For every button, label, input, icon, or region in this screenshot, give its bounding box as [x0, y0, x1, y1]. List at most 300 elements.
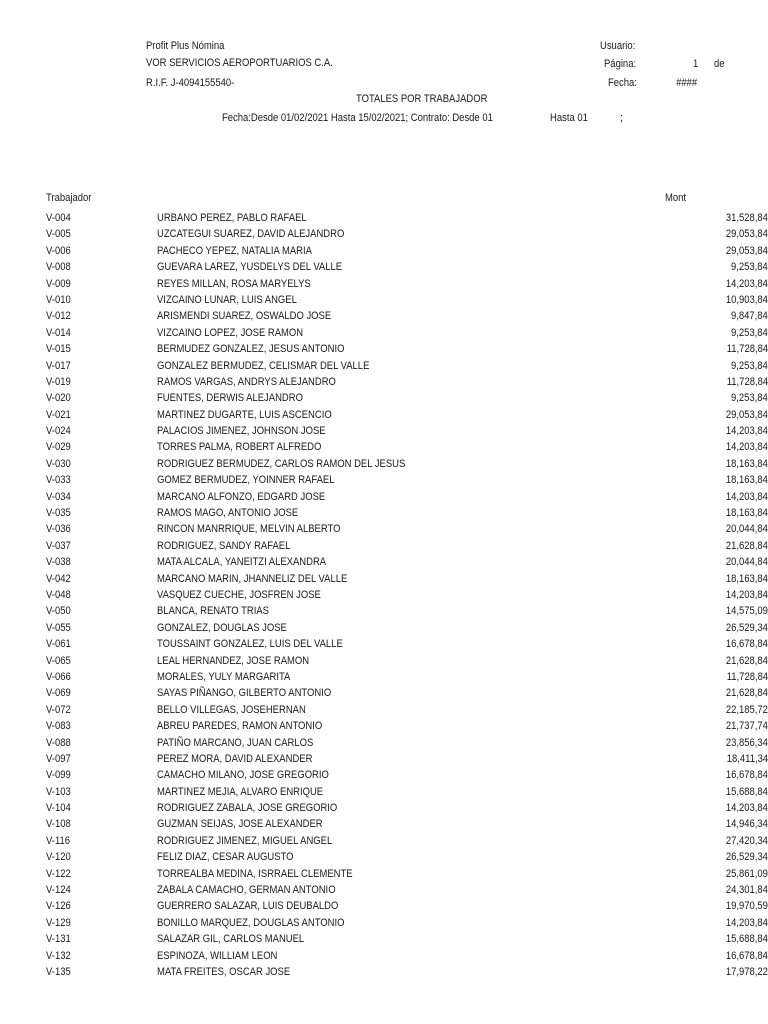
table-row: [0, 917, 768, 933]
worker-amount: [658, 605, 768, 617]
worker-amount: [658, 523, 768, 535]
worker-code: [46, 966, 75, 978]
worker-name: [157, 737, 339, 749]
fecha-value-text: ####: [676, 77, 698, 89]
worker-code-text: V-135: [46, 965, 71, 978]
worker-name: [157, 769, 357, 781]
worker-amount: [658, 851, 768, 863]
worker-name-text: MORALES, YULY MARGARITA: [157, 670, 291, 683]
worker-amount: [658, 966, 768, 978]
worker-code: [46, 851, 75, 863]
worker-amount: [658, 786, 768, 798]
worker-amount-text: 15,688,84: [725, 785, 768, 798]
worker-code: [46, 212, 75, 224]
worker-name: [157, 605, 287, 617]
filter-line: [222, 111, 537, 125]
worker-amount: [658, 950, 768, 962]
app-name-text: Profit Plus Nómina: [146, 40, 225, 52]
worker-code: [46, 294, 75, 306]
report-title: [356, 92, 509, 106]
worker-name-text: ESPINOZA, WILLIAM LEON: [157, 949, 278, 962]
worker-code-text: V-042: [46, 572, 71, 585]
table-row: [0, 261, 768, 277]
worker-code: [46, 507, 75, 519]
worker-name: [157, 392, 327, 404]
worker-amount-text: 16,678,84: [725, 638, 768, 651]
worker-name: [157, 704, 330, 716]
worker-code-text: V-008: [46, 261, 71, 274]
worker-code: [46, 622, 75, 634]
worker-amount-text: 29,053,84: [725, 408, 768, 421]
worker-amount: [658, 900, 768, 912]
worker-amount: [658, 753, 768, 765]
worker-name-text: RODRIGUEZ, SANDY RAFAEL: [157, 539, 291, 552]
worker-amount-text: 14,203,84: [725, 916, 768, 929]
worker-name-text: MATA ALCALA, YANEITZI ALEXANDRA: [157, 556, 327, 569]
worker-amount-text: 14,203,84: [725, 277, 768, 290]
worker-amount: [658, 868, 768, 880]
worker-amount: [658, 655, 768, 667]
worker-name-text: FELIZ DIAZ, CESAR AUGUSTO: [157, 851, 294, 864]
table-row: [0, 605, 768, 621]
worker-amount: [658, 884, 768, 896]
worker-name-text: BELLO VILLEGAS, JOSEHERNAN: [157, 703, 306, 716]
worker-name-text: BLANCA, RENATO TRIAS: [157, 605, 269, 618]
worker-code-text: V-055: [46, 621, 71, 634]
worker-code: [46, 769, 75, 781]
worker-name: [157, 884, 365, 896]
worker-code: [46, 605, 75, 617]
worker-code-text: V-030: [46, 457, 71, 470]
table-row: [0, 376, 768, 392]
worker-amount: [658, 491, 768, 503]
fecha-value: [676, 76, 700, 90]
worker-amount: [658, 704, 768, 716]
app-name: [146, 39, 237, 53]
pagina-label-text: Página:: [604, 58, 637, 70]
worker-amount-text: 18,163,84: [725, 507, 768, 520]
worker-code-text: V-131: [46, 933, 71, 946]
worker-code: [46, 278, 75, 290]
worker-amount-text: 16,678,84: [725, 949, 768, 962]
table-row: [0, 950, 768, 966]
worker-name-text: FUENTES, DERWIS ALEJANDRO: [157, 392, 303, 405]
usuario-label-text: Usuario:: [600, 40, 636, 52]
table-row: [0, 458, 768, 474]
worker-name-text: MARTINEZ DUGARTE, LUIS ASCENCIO: [157, 408, 332, 421]
worker-amount: [658, 917, 768, 929]
worker-name-text: GONZALEZ BERMUDEZ, CELISMAR DEL VALLE: [157, 359, 370, 372]
worker-amount-text: 27,420,34: [725, 834, 768, 847]
worker-name: [157, 228, 375, 240]
worker-amount-text: 20,044,84: [725, 523, 768, 536]
worker-name: [157, 245, 337, 257]
worker-name: [157, 671, 312, 683]
worker-amount-text: 9,253,84: [731, 392, 768, 405]
worker-amount-text: 16,678,84: [725, 769, 768, 782]
worker-code: [46, 376, 75, 388]
worker-name: [157, 409, 360, 421]
worker-amount-text: 14,203,84: [725, 490, 768, 503]
usuario-label: [600, 39, 641, 53]
worker-amount-text: 25,861,09: [725, 867, 768, 880]
table-row: [0, 720, 768, 736]
column-header-monto: [665, 191, 689, 205]
worker-code: [46, 228, 75, 240]
worker-code-text: V-116: [46, 834, 71, 847]
worker-code: [46, 556, 75, 568]
worker-name-text: GONZALEZ, DOUGLAS JOSE: [157, 621, 287, 634]
worker-code-text: V-035: [46, 507, 71, 520]
worker-code-text: V-050: [46, 605, 71, 618]
filter-line-text: Fecha:Desde 01/02/2021 Hasta 15/02/2021; Contrato: Desde 01: [222, 112, 493, 124]
hasta-label-text: Hasta 01: [550, 112, 588, 124]
worker-name: [157, 687, 360, 699]
worker-code-text: V-033: [46, 474, 71, 487]
table-row: [0, 556, 768, 572]
table-row: [0, 818, 768, 834]
worker-code-text: V-066: [46, 670, 71, 683]
worker-name-text: GUEVARA LAREZ, YUSDELYS DEL VALLE: [157, 261, 343, 274]
table-row: [0, 327, 768, 343]
worker-amount-text: 9,253,84: [731, 261, 768, 274]
worker-code: [46, 802, 75, 814]
worker-name-text: GOMEZ BERMUDEZ, YOINNER RAFAEL: [157, 474, 335, 487]
worker-name: [157, 835, 361, 847]
worker-amount-text: 9,253,84: [731, 359, 768, 372]
table-row: [0, 491, 768, 507]
worker-name: [157, 507, 321, 519]
worker-name-text: GUERRERO SALAZAR, LUIS DEUBALDO: [157, 900, 339, 913]
table-row: [0, 212, 768, 228]
table-row: [0, 671, 768, 687]
worker-code: [46, 884, 75, 896]
worker-amount-text: 26,529,34: [725, 621, 768, 634]
worker-code-text: V-124: [46, 884, 71, 897]
worker-name-text: URBANO PEREZ, PABLO RAFAEL: [157, 212, 307, 224]
worker-amount-text: 18,163,84: [725, 572, 768, 585]
worker-name-text: MARCANO MARIN, JHANNELIZ DEL VALLE: [157, 572, 348, 585]
worker-code: [46, 737, 75, 749]
worker-name-text: CAMACHO MILANO, JOSE GREGORIO: [157, 769, 329, 782]
table-row: [0, 687, 768, 703]
worker-amount: [658, 802, 768, 814]
worker-name: [157, 753, 338, 765]
worker-name: [157, 786, 350, 798]
worker-code-text: V-029: [46, 441, 71, 454]
worker-amount-text: 14,203,84: [725, 588, 768, 601]
worker-code: [46, 474, 75, 486]
de-label: [714, 57, 726, 71]
worker-amount-text: 9,847,84: [731, 310, 768, 323]
worker-code-text: V-065: [46, 654, 71, 667]
worker-amount-text: 29,053,84: [725, 244, 768, 257]
table-row: [0, 474, 768, 490]
de-label-text: de: [714, 58, 725, 70]
worker-code: [46, 835, 74, 847]
worker-amount-text: 14,575,09: [725, 605, 768, 618]
worker-code-text: V-104: [46, 802, 71, 815]
worker-code-text: V-103: [46, 785, 71, 798]
worker-code-text: V-019: [46, 375, 71, 388]
table-row: [0, 786, 768, 802]
table-row: [0, 769, 768, 785]
worker-code: [46, 868, 75, 880]
worker-code: [46, 523, 75, 535]
worker-amount-text: 14,203,84: [725, 441, 768, 454]
worker-code: [46, 917, 75, 929]
worker-amount: [658, 392, 768, 404]
worker-amount: [658, 327, 768, 339]
worker-code: [46, 589, 75, 601]
worker-code-text: V-010: [46, 293, 71, 306]
table-row: [0, 310, 768, 326]
worker-amount: [658, 769, 768, 781]
table-row: [0, 933, 768, 949]
worker-name: [157, 474, 363, 486]
worker-amount: [658, 737, 768, 749]
worker-name-text: UZCATEGUI SUAREZ, DAVID ALEJANDRO: [157, 228, 345, 241]
worker-name: [157, 523, 370, 535]
worker-code-text: V-034: [46, 490, 71, 503]
worker-name: [157, 589, 348, 601]
table-row: [0, 343, 768, 359]
worker-amount-text: 21,737,74: [725, 720, 768, 733]
worker-code-text: V-122: [46, 867, 71, 880]
table-row: [0, 360, 768, 376]
worker-amount-text: 23,856,34: [725, 736, 768, 749]
worker-name: [157, 327, 327, 339]
worker-amount: [658, 310, 768, 322]
worker-amount: [658, 687, 768, 699]
worker-name: [157, 458, 446, 470]
worker-name-text: ARISMENDI SUAREZ, OSWALDO JOSE: [157, 310, 332, 323]
worker-amount: [658, 376, 768, 388]
worker-name-text: PALACIOS JIMENEZ, JOHNSON JOSE: [157, 425, 326, 438]
worker-name-text: BONILLO MARQUEZ, DOUGLAS ANTONIO: [157, 916, 345, 929]
worker-name: [157, 294, 320, 306]
table-row: [0, 900, 768, 916]
worker-amount-text: 14,203,84: [725, 425, 768, 438]
table-row: [0, 966, 768, 982]
worker-name-text: LEAL HERNANDEZ, JOSE RAMON: [157, 654, 310, 667]
worker-amount-text: 18,163,84: [725, 457, 768, 470]
table-row: [0, 425, 768, 441]
worker-amount-text: 18,163,84: [725, 474, 768, 487]
worker-amount: [658, 507, 768, 519]
table-row: [0, 753, 768, 769]
worker-amount: [658, 228, 768, 240]
worker-amount: [658, 671, 768, 683]
worker-amount: [658, 556, 768, 568]
worker-amount: [658, 343, 768, 355]
worker-amount: [658, 409, 768, 421]
worker-amount-text: 19,970,59: [725, 900, 768, 913]
worker-code: [46, 753, 75, 765]
worker-amount-text: 14,203,84: [725, 802, 768, 815]
worker-amount: [658, 360, 768, 372]
table-row: [0, 802, 768, 818]
worker-name: [157, 720, 349, 732]
worker-code-text: V-006: [46, 244, 71, 257]
worker-name-text: GUZMAN SEIJAS, JOSE ALEXANDER: [157, 818, 323, 831]
table-row: [0, 540, 768, 556]
worker-code: [46, 458, 75, 470]
worker-code-text: V-015: [46, 343, 71, 356]
filter-separator-text: ;: [620, 112, 624, 124]
worker-name: [157, 655, 334, 667]
worker-name: [157, 425, 353, 437]
worker-name: [157, 851, 316, 863]
table-row: [0, 737, 768, 753]
column-header-trabajador: [46, 191, 99, 205]
company-rif: [146, 76, 249, 90]
table-row: [0, 868, 768, 884]
worker-name-text: MARTINEZ MEJIA, ALVARO ENRIQUE: [157, 785, 324, 798]
worker-amount-text: 15,688,84: [725, 933, 768, 946]
worker-name: [157, 278, 336, 290]
table-row: [0, 523, 768, 539]
worker-name-text: MARCANO ALFONZO, EDGARD JOSE: [157, 490, 326, 503]
hasta-label: [550, 111, 594, 125]
worker-code: [46, 540, 75, 552]
worker-amount: [658, 425, 768, 437]
worker-code: [46, 409, 75, 421]
worker-code: [46, 655, 75, 667]
worker-amount-text: 11,728,84: [726, 670, 768, 683]
worker-name-text: MATA FREITES, OSCAR JOSE: [157, 965, 291, 978]
worker-amount: [658, 458, 768, 470]
worker-amount-text: 11,728,84: [726, 375, 768, 388]
company-name: [146, 56, 363, 70]
worker-code-text: V-020: [46, 392, 71, 405]
worker-amount: [658, 245, 768, 257]
worker-name: [157, 868, 384, 880]
worker-code: [46, 425, 75, 437]
worker-code: [46, 343, 75, 355]
table-row: [0, 573, 768, 589]
worker-code: [46, 950, 75, 962]
worker-name-text: RINCON MANRRIQUE, MELVIN ALBERTO: [157, 523, 341, 536]
worker-code-text: V-120: [46, 851, 71, 864]
worker-name-text: BERMUDEZ GONZALEZ, JESUS ANTONIO: [157, 343, 345, 356]
worker-amount: [658, 622, 768, 634]
table-row: [0, 638, 768, 654]
table-row: [0, 589, 768, 605]
worker-amount-text: 29,053,84: [725, 228, 768, 241]
table-row: [0, 392, 768, 408]
worker-code: [46, 310, 75, 322]
worker-name: [157, 917, 375, 929]
worker-amount-text: 21,628,84: [725, 539, 768, 552]
worker-name: [157, 802, 367, 814]
worker-code-text: V-072: [46, 703, 71, 716]
company-name-text: VOR SERVICIOS AEROPORTUARIOS C.A.: [146, 57, 333, 69]
worker-name: [157, 622, 308, 634]
worker-amount: [658, 835, 768, 847]
table-row: [0, 278, 768, 294]
worker-code-text: V-014: [46, 326, 71, 339]
worker-name-text: ABREU PAREDES, RAMON ANTONIO: [157, 720, 323, 733]
worker-amount: [658, 278, 768, 290]
worker-name-text: PATIÑO MARCANO, JUAN CARLOS: [157, 736, 314, 749]
worker-name: [157, 360, 404, 372]
worker-name: [157, 441, 348, 453]
worker-code-text: V-038: [46, 556, 71, 569]
worker-code: [46, 638, 75, 650]
worker-amount-text: 26,529,34: [725, 851, 768, 864]
worker-code: [46, 704, 75, 716]
worker-code: [46, 900, 75, 912]
worker-code-text: V-069: [46, 687, 71, 700]
worker-code-text: V-097: [46, 752, 71, 765]
worker-code-text: V-017: [46, 359, 71, 372]
worker-name-text: VIZCAINO LUNAR, LUIS ANGEL: [157, 293, 297, 306]
table-row: [0, 245, 768, 261]
table-row: [0, 294, 768, 310]
worker-amount-text: 21,628,84: [725, 654, 768, 667]
table-row: [0, 655, 768, 671]
worker-name-text: TORREALBA MEDINA, ISRRAEL CLEMENTE: [157, 867, 353, 880]
worker-name: [157, 212, 331, 224]
table-row: [0, 409, 768, 425]
worker-code: [46, 261, 75, 273]
worker-amount-text: 17,978,22: [725, 965, 768, 978]
worker-name: [157, 491, 353, 503]
worker-amount-text: 22,185,72: [725, 703, 768, 716]
worker-code-text: V-129: [46, 916, 71, 929]
worker-name-text: ZABALA CAMACHO, GERMAN ANTONIO: [157, 884, 336, 897]
worker-code: [46, 671, 75, 683]
worker-name-text: TORRES PALMA, ROBERT ALFREDO: [157, 441, 322, 454]
worker-code-text: V-005: [46, 228, 71, 241]
worker-name-text: RODRIGUEZ JIMENEZ, MIGUEL ANGEL: [157, 834, 333, 847]
worker-amount: [658, 261, 768, 273]
fecha-label-text: Fecha:: [608, 77, 637, 89]
worker-code-text: V-036: [46, 523, 71, 536]
worker-name-text: VASQUEZ CUECHE, JOSFREN JOSE: [157, 588, 321, 601]
worker-name-text: SALAZAR GIL, CARLOS MANUEL: [157, 933, 305, 946]
worker-name: [157, 261, 372, 273]
filter-separator: [620, 111, 623, 125]
worker-name-text: PACHECO YEPEZ, NATALIA MARIA: [157, 244, 312, 257]
pagina-label: [604, 57, 641, 71]
worker-code-text: V-024: [46, 425, 71, 438]
table-row: [0, 228, 768, 244]
column-header-monto-text: Mont: [665, 192, 687, 204]
worker-code-text: V-083: [46, 720, 71, 733]
worker-code-text: V-132: [46, 949, 71, 962]
worker-amount: [658, 818, 768, 830]
company-rif-text: R.I.F. J-4094155540-: [146, 77, 235, 89]
worker-amount-text: 31,528,84: [725, 212, 768, 224]
worker-code: [46, 786, 75, 798]
worker-name: [157, 573, 378, 585]
worker-code-text: V-061: [46, 638, 71, 651]
worker-amount: [658, 589, 768, 601]
worker-code: [46, 818, 75, 830]
worker-table: [0, 212, 768, 982]
worker-name-text: VIZCAINO LOPEZ, JOSE RAMON: [157, 326, 304, 339]
page-number-text: 1: [693, 58, 699, 70]
worker-code: [46, 687, 75, 699]
worker-amount-text: 9,253,84: [731, 326, 768, 339]
worker-name: [157, 818, 350, 830]
table-row: [0, 884, 768, 900]
column-header-trabajador-text: Trabajador: [46, 192, 92, 204]
worker-name-text: TOUSSAINT GONZALEZ, LUIS DEL VALLE: [157, 638, 343, 651]
worker-code-text: V-012: [46, 310, 71, 323]
